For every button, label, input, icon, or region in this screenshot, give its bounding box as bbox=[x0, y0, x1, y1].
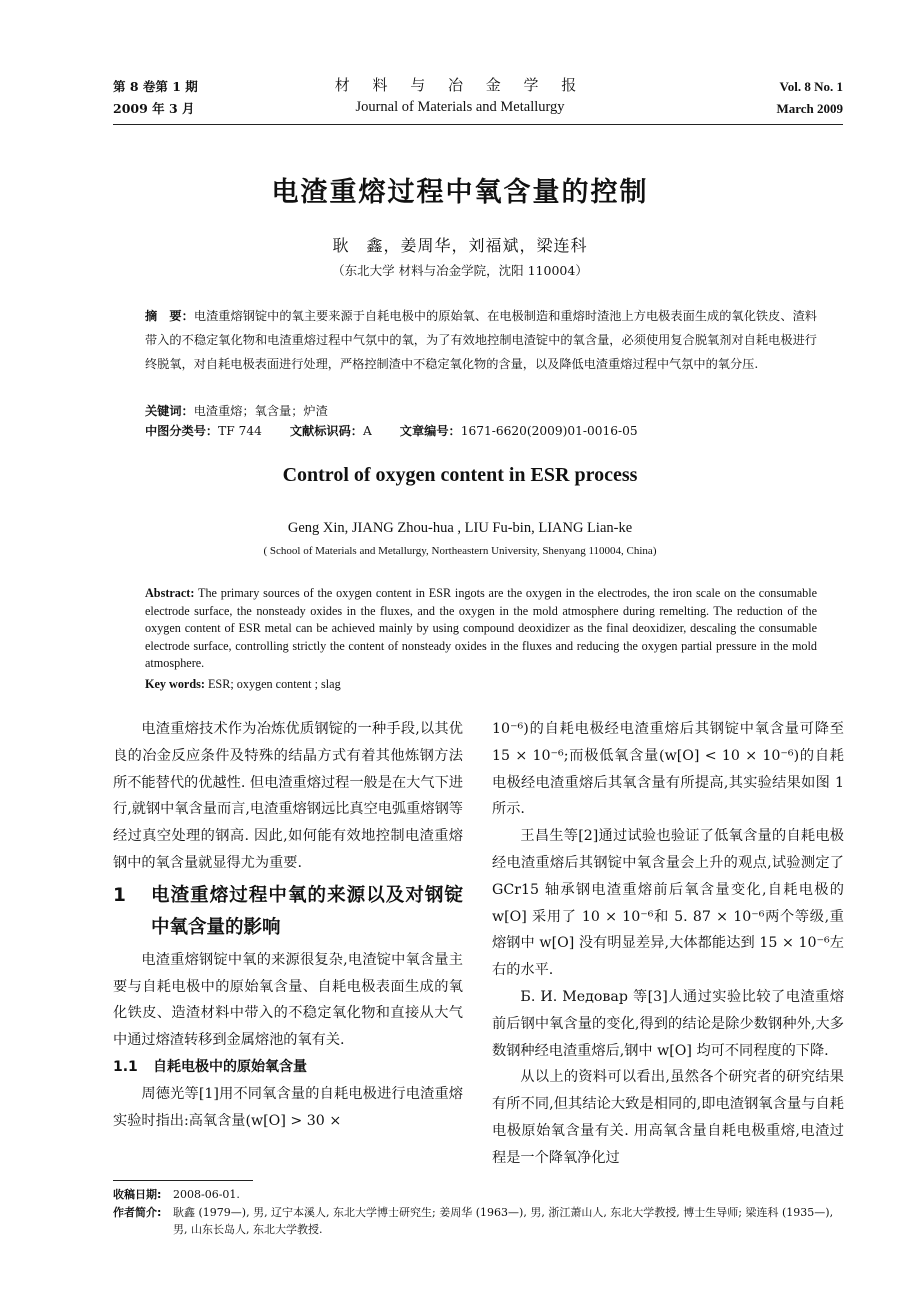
abstract-en-text: The primary sources of the oxygen content in ESR ingots are the oxygen in the electrodes, the iron scale on the consumable electrode surface, the nonsteady oxides in the fluxes, and the oxygen in the mold atmosphere during remelting. The reduction of the oxygen content of ESR metal can be achieved mainly by using compound deoxidizer as the final deoxidizer, descaling the consumable electrode surface, controlling strictly the content of nonsteady oxides in the fluxes and reducing the oxygen partial pressure in the mold atmosphere. bbox=[145, 586, 817, 671]
footnote bbox=[113, 1186, 848, 1239]
section-1-number: 1 bbox=[113, 884, 126, 906]
keywords-en-label: Key words: bbox=[145, 677, 205, 691]
section-1-1-title: 自耗电极中的原始氧含量 bbox=[153, 1058, 307, 1075]
author-bio-row bbox=[113, 1204, 848, 1239]
doc-code-value: A bbox=[362, 424, 372, 438]
received-date: 2008-06-01. bbox=[173, 1188, 240, 1201]
author-bio-text: 耿鑫 (1979—), 男, 辽宁本溪人, 东北大学博士研究生; 姜周华 (1963—), 男, 浙江萧山人, 东北大学教授, 博士生导师; 梁连科 (1935—), 男, 山东长岛人, 东北大学教授. bbox=[173, 1205, 834, 1236]
keywords-cn-label: 关键词： bbox=[145, 404, 194, 418]
right-paragraph-1: 10⁻⁶)的自耗电极经电渣重熔后其钢锭中氧含量可降至 15 × 10⁻⁶;而极低氧含量(w[O] < 10 × 10⁻⁶)的自耗电极经电渣重熔后其氧含量有所提高,其实验结果如图 1 所示. bbox=[492, 721, 844, 818]
keywords-en bbox=[145, 675, 817, 693]
date-en: March 2009 bbox=[776, 101, 843, 116]
journal-name-cn: 材 料 与 冶 金 学 报 bbox=[334, 76, 586, 94]
article-title-en: Control of oxygen content in ESR process bbox=[282, 464, 638, 486]
section-1-title: 电渣重熔过程中氧的来源以及对钢锭中氧含量的影响 bbox=[151, 884, 463, 938]
section-1-1-paragraph: 周德光等[1]用不同氧含量的自耗电极进行电渣重熔实验时指出:高氧含量(w[O] > 30 × bbox=[113, 1085, 463, 1129]
author-bio-label: 作者简介: bbox=[113, 1205, 162, 1219]
abstract-cn bbox=[145, 304, 817, 376]
section-1-1-heading bbox=[113, 1054, 463, 1081]
volume-issue-en: Vol. 8 No. 1 bbox=[779, 79, 843, 94]
body-left-column bbox=[113, 716, 463, 1134]
section-1-1-number: 1.1 bbox=[113, 1058, 138, 1075]
abstract-cn-label: 摘 要： bbox=[145, 309, 194, 323]
keywords-en-text: ESR; oxygen content ; slag bbox=[204, 677, 341, 691]
doc-code-label: 文献标识码： bbox=[289, 424, 363, 438]
received-date-row bbox=[113, 1186, 848, 1204]
classification-row bbox=[145, 420, 825, 442]
header-divider bbox=[113, 124, 843, 125]
date-cn: 2009 年 3 月 bbox=[113, 101, 195, 116]
right-paragraph-2: 王昌生等[2]通过试验也验证了低氧含量的自耗电极经电渣重熔后其钢锭中氧含量会上升的观点,试验测定了 GCr15 轴承钢电渣重熔前后氧含量变化,自耗电极的 w[O] 采用了 10 × 10⁻⁶和 5. 87 × 10⁻⁶两个等级,重熔钢中 w[O] 没有明显差异,大体都能达到 15 × 10⁻⁶左右的水平. bbox=[492, 828, 844, 979]
received-label: 收稿日期: bbox=[113, 1188, 162, 1201]
abstract-cn-text: 电渣重熔钢锭中的氧主要来源于自耗电极中的原始氧、在电极制造和重熔时渣池上方电极表面生成的氧化铁皮、渣料带入的不稳定氧化物和电渣重熔过程中气氛中的氧，为了有效地控制电渣锭中的氧含量，必须使用复合脱氧剂对自耗电极进行终脱氧，对自耗电极表面进行处理，严格控制渣中不稳定氧化物的含量，以及降低电渣重熔过程中气氛中的氧分压. bbox=[145, 309, 817, 371]
keywords-cn-text: 电渣重熔；氧含量；炉渣 bbox=[193, 404, 328, 418]
header-right bbox=[776, 76, 843, 120]
body-right-column bbox=[492, 716, 844, 1172]
right-paragraph-3: Б. И. Медовар 等[3]人通过实验比较了电渣重熔前后钢中氧含量的变化,得到的结论是除少数钢种外,大多数钢种经电渣重熔后,钢中 w[O] 均可不同程度的下降. bbox=[492, 988, 844, 1059]
intro-paragraph: 电渣重熔技术作为冶炼优质钢锭的一种手段,以其优良的冶金反应条件及特殊的结晶方式有着其他炼钢方法所不能替代的优越性. 但电渣重熔过程一般是在大气下进行,就钢中氧含量而言,电渣重熔钢远比真空电弧重熔钢等经过真空处理的钢高. 因此,如何能有效地控制电渣重熔钢中的氧含量就显得尤为重要. bbox=[113, 721, 463, 871]
right-paragraph-4: 从以上的资料可以看出,虽然各个研究者的研究结果有所不同,但其结论大致是相同的,即电渣钢氧含量与自耗电极原始氧含量有关. 用高氧含量自耗电极重熔,电渣过程是一个降氧净化过 bbox=[492, 1069, 844, 1166]
authors-en: Geng Xin, JIANG Zhou-hua , LIU Fu-bin, LIANG Lian-ke bbox=[287, 520, 633, 536]
article-number-value: 1671-6620(2009)01-0016-05 bbox=[460, 424, 638, 438]
authors-cn: 耿 鑫，姜周华，刘福斌，梁连科 bbox=[332, 236, 588, 255]
section-1-heading bbox=[113, 880, 463, 944]
footnote-divider bbox=[113, 1180, 253, 1181]
affiliation-cn: （东北大学 材料与冶金学院，沈阳 110004） bbox=[332, 263, 588, 278]
section-1-paragraph: 电渣重熔钢锭中氧的来源很复杂,电渣锭中氧含量主要与自耗电极中的原始氧含量、自耗电极表面生成的氧化铁皮、造渣材料中带入的不稳定氧化物和直接从大气中通过熔渣转移到金属熔池的氧有关. bbox=[113, 951, 463, 1049]
clc-label: 中图分类号： bbox=[145, 424, 219, 438]
journal-name-en: Journal of Materials and Metallurgy bbox=[355, 99, 565, 115]
keywords-cn bbox=[145, 400, 817, 422]
volume-issue-cn: 第 8 卷第 1 期 bbox=[113, 79, 198, 94]
abstract-en-label: Abstract: bbox=[145, 586, 195, 600]
article-title-cn: 电渣重熔过程中氧含量的控制 bbox=[271, 177, 649, 208]
clc-value: TF 744 bbox=[218, 424, 262, 438]
abstract-en bbox=[145, 585, 817, 673]
article-number-label: 文章编号： bbox=[399, 424, 461, 438]
affiliation-en: ( School of Materials and Metallurgy, Northeastern University, Shenyang 110004, China) bbox=[263, 545, 657, 557]
